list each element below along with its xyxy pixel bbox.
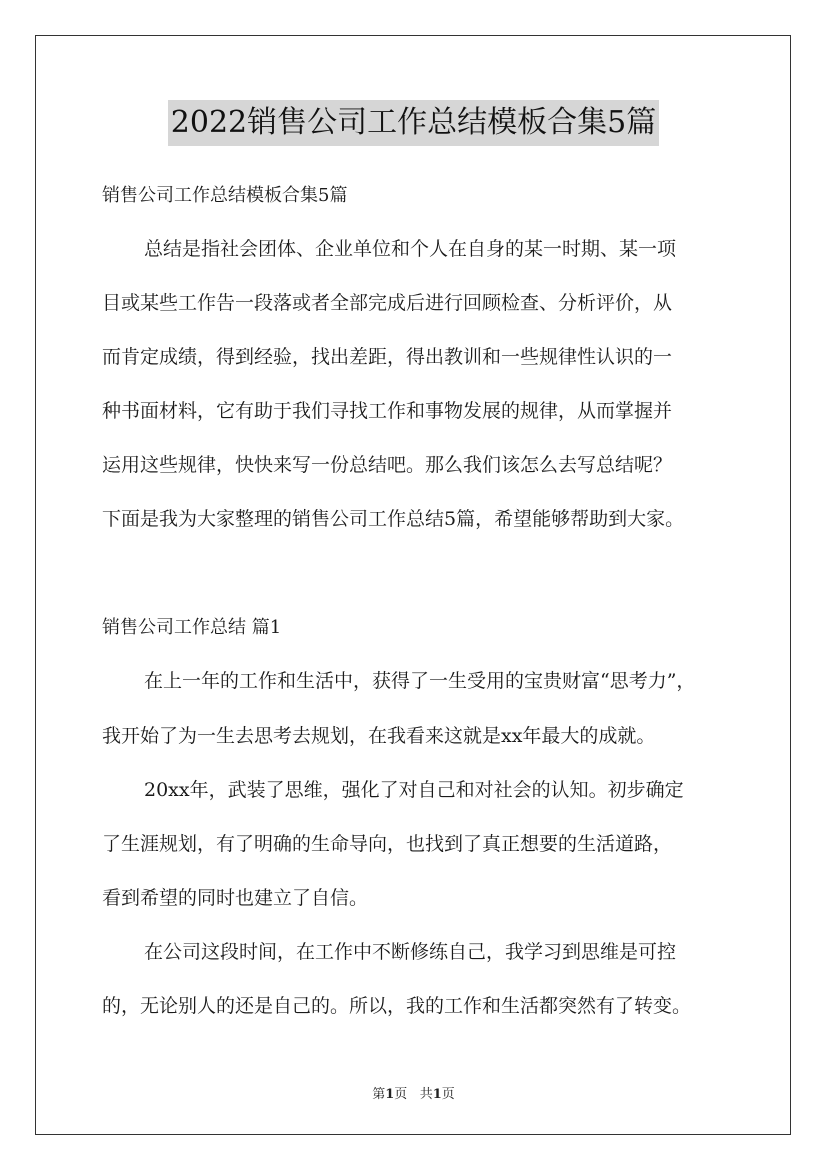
document-title-block	[0, 100, 827, 146]
section-line: 在上一年的工作和生活中，获得了一生受用的宝贵财富“思考力”，	[144, 670, 696, 692]
intro-line: 下面是我为大家整理的销售公司工作总结5篇，希望能够帮助到大家。	[102, 508, 685, 530]
section-line: 20xx年，武装了思维，强化了对自己和对社会的认知。初步确定	[144, 779, 684, 801]
document-title: 2022销售公司工作总结模板合集5篇	[168, 100, 659, 146]
section-line: 我开始了为一生去思考去规划，在我看来这就是xx年最大的成就。	[102, 725, 656, 747]
intro-line: 目或某些工作告一段落或者全部完成后进行回顾检查、分析评价，从	[102, 292, 673, 314]
intro-line: 而肯定成绩，得到经验，找出差距，得出教训和一些规律性认识的一	[102, 346, 673, 368]
section-line: 的，无论别人的还是自己的。所以，我的工作和生活都突然有了转变。	[102, 995, 692, 1017]
section-line: 了生涯规划，有了明确的生命导向，也找到了真正想要的生活道路，	[102, 833, 673, 855]
total-suffix: 页	[441, 1087, 455, 1102]
document-subtitle: 销售公司工作总结模板合集5篇	[102, 185, 348, 206]
intro-line: 运用这些规律，快快来写一份总结吧。那么我们该怎么去写总结呢？	[102, 454, 673, 476]
page-prefix: 第	[372, 1087, 386, 1102]
intro-line: 种书面材料，它有助于我们寻找工作和事物发展的规律，从而掌握并	[102, 400, 673, 422]
intro-line: 总结是指社会团体、企业单位和个人在自身的某一时期、某一项	[144, 238, 677, 260]
section-line: 在公司这段时间，在工作中不断修练自己，我学习到思维是可控	[144, 941, 677, 963]
page-number: 1	[385, 1087, 395, 1102]
section-line: 看到希望的同时也建立了自信。	[102, 887, 369, 909]
total-pages: 1	[432, 1087, 442, 1102]
page-suffix: 页	[394, 1087, 408, 1102]
section-heading: 销售公司工作总结 篇1	[102, 617, 282, 638]
page-footer	[0, 1083, 827, 1102]
total-prefix: 共	[419, 1087, 433, 1102]
